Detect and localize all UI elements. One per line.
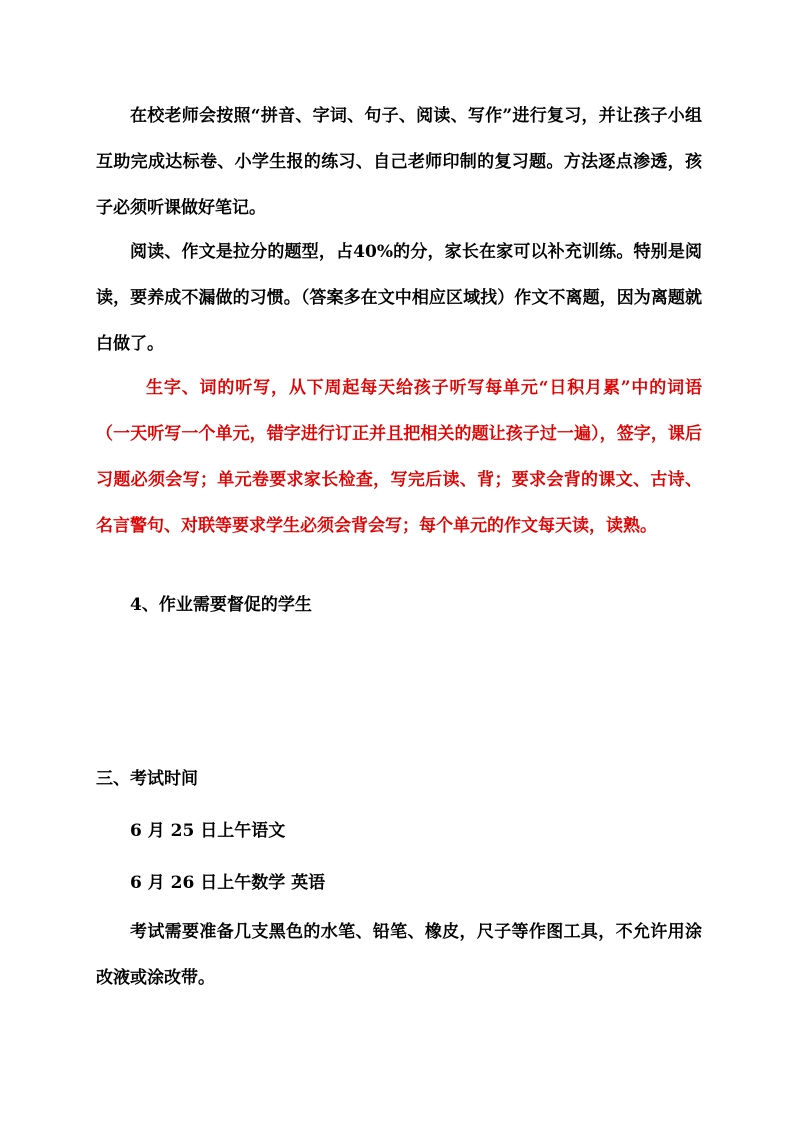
homework-supervision-item: 4、作业需要督促的学生 — [130, 595, 312, 615]
exam-time-heading: 三、考试时间 — [96, 769, 198, 789]
dictation-requirements-paragraph: 生字、词的听写，从下周起每天给孩子听写每单元“日积月累”中的词语（一天听写一个单元，错字进行订正并且把相关的题让孩子过一遍），签字，课后习题必须会写；单元卷要求家长检查，写完后读、背；要求会背的课文、古诗、名言警句、对联等要求学生必须会背会写；每个单元的作文每天读，读熟。 — [96, 378, 702, 536]
reading-writing-paragraph: 阅读、作文是拉分的题型，占40%的分，家长在家可以补充训练。特别是阅读，要养成不漏做的习惯。（答案多在文中相应区域找）作文不离题，因为离题就白做了。 — [96, 242, 702, 354]
exam-schedule-chinese: 6 月 25 日上午语文 — [130, 821, 286, 841]
review-method-paragraph: 在校老师会按照“拼音、字词、句子、阅读、写作”进行复习，并让孩子小组互助完成达标卷、小学生报的练习、自己老师印制的复习题。方法逐点渗透，孩子必须听课做好笔记。 — [96, 106, 702, 218]
exam-schedule-math-english: 6 月 26 日上午数学 英语 — [130, 873, 326, 893]
exam-materials-note: 考试需要准备几支黑色的水笔、铅笔、橡皮，尺子等作图工具，不允许用涂改液或涂改带。 — [96, 922, 702, 988]
